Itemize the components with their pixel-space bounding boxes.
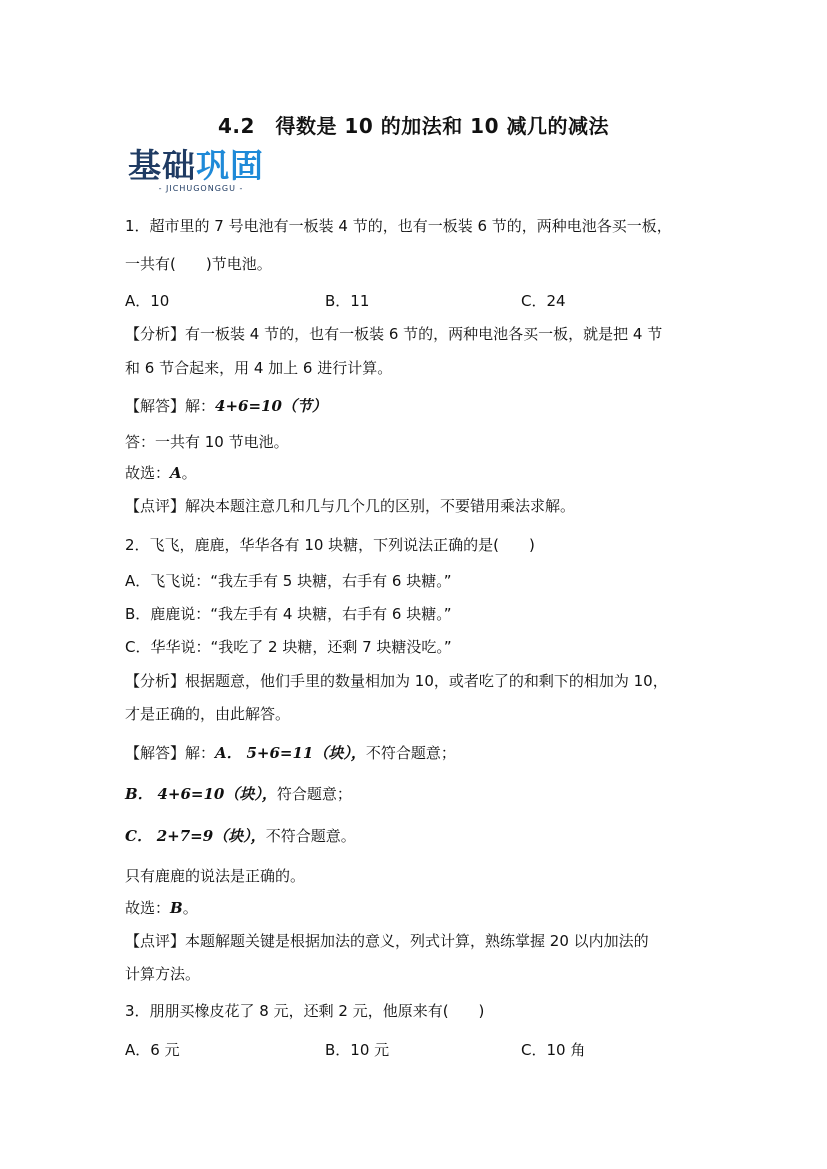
q1-comment: 【点评】解决本题注意几和几与几个几的区别，不要错用乘法求解。 — [125, 497, 576, 515]
q1-choice-value: A — [170, 464, 182, 482]
q2-comment-line1: 【点评】本题解题关键是根据加法的意义，列式计算，熟练掌握 20 以内加法的 — [125, 932, 649, 950]
q3-stem: 3．朋朋买橡皮花了 8 元，还剩 2 元，他原来有( ) — [125, 1002, 485, 1020]
q2-ans-b-label: B． — [125, 785, 153, 803]
q1-choice-suffix: 。 — [181, 464, 197, 482]
q3-option-c: C．10 角 — [521, 1041, 586, 1059]
q1-choice — [125, 463, 197, 483]
q1-option-b: B．11 — [325, 292, 370, 310]
logo-subtitle: - JICHUGONGGU - — [158, 184, 244, 193]
q2-conclusion: 只有鹿鹿的说法是正确的。 — [125, 867, 306, 885]
q2-option-c: C．华华说：“我吃了 2 块糖，还剩 7 块糖没吃。” — [125, 638, 452, 656]
q1-option-c: C．24 — [521, 292, 566, 310]
q2-ans-b-math: 4+6=10（块）， — [157, 785, 277, 803]
q2-stem: 2．飞飞，鹿鹿，华华各有 10 块糖，下列说法正确的是( ) — [125, 536, 535, 554]
logo-text-dark: 基础 — [128, 146, 196, 185]
q2-answer-b — [125, 784, 352, 804]
q2-ans-c-label: C． — [125, 827, 152, 845]
q2-option-a: A．飞飞说：“我左手有 5 块糖，右手有 6 块糖。” — [125, 572, 452, 590]
q1-stem-line2: 一共有( )节电池。 — [125, 255, 272, 273]
q2-ans-c-text: 不符合题意。 — [265, 827, 356, 845]
q2-answer-c — [125, 826, 356, 846]
q2-analysis-line2: 才是正确的，由此解答。 — [125, 705, 291, 723]
q1-analysis-line1: 【分析】有一板装 4 节的，也有一板装 6 节的，两种电池各买一板，就是把 4 节 — [125, 325, 663, 343]
q1-answer-prefix: 【解答】解： — [125, 397, 216, 415]
q3-option-a: A．6 元 — [125, 1041, 180, 1059]
q1-answer — [125, 396, 327, 416]
q2-choice-prefix: 故选： — [125, 899, 171, 917]
q2-comment-line2: 计算方法。 — [125, 965, 201, 983]
logo-text-blue: 巩固 — [196, 146, 264, 185]
q1-option-a: A．10 — [125, 292, 170, 310]
q2-ans-a-math: 5+6=11（块）， — [246, 744, 366, 762]
q2-analysis-line1: 【分析】根据题意，他们手里的数量相加为 10，或者吃了的和剩下的相加为 10， — [125, 672, 668, 690]
q2-choice-value: B — [170, 899, 183, 917]
q1-analysis-line2: 和 6 节合起来，用 4 加上 6 进行计算。 — [125, 359, 393, 377]
q2-option-b: B．鹿鹿说：“我左手有 4 块糖，右手有 6 块糖。” — [125, 605, 452, 623]
q3-option-b: B．10 元 — [325, 1041, 390, 1059]
q1-reply: 答：一共有 10 节电池。 — [125, 433, 289, 451]
q2-answer-prefix: 【解答】解： — [125, 744, 216, 762]
q1-choice-prefix: 故选： — [125, 464, 171, 482]
q2-ans-a-text: 不符合题意； — [365, 744, 456, 762]
page-title: 4.2 得数是 10 的加法和 10 减几的减法 — [218, 114, 609, 138]
q2-choice-suffix: 。 — [182, 899, 198, 917]
q2-answer-a — [125, 743, 456, 763]
q2-choice — [125, 898, 198, 918]
q2-ans-b-text: 符合题意； — [276, 785, 352, 803]
q1-answer-math: 4+6=10（节） — [215, 397, 327, 415]
q1-stem-line1: 1．超市里的 7 号电池有一板装 4 节的，也有一板装 6 节的，两种电池各买一板， — [125, 217, 672, 235]
q2-ans-c-math: 2+7=9（块）， — [156, 827, 266, 845]
q2-ans-a-label: A． — [215, 744, 242, 762]
section-logo — [128, 146, 274, 193]
